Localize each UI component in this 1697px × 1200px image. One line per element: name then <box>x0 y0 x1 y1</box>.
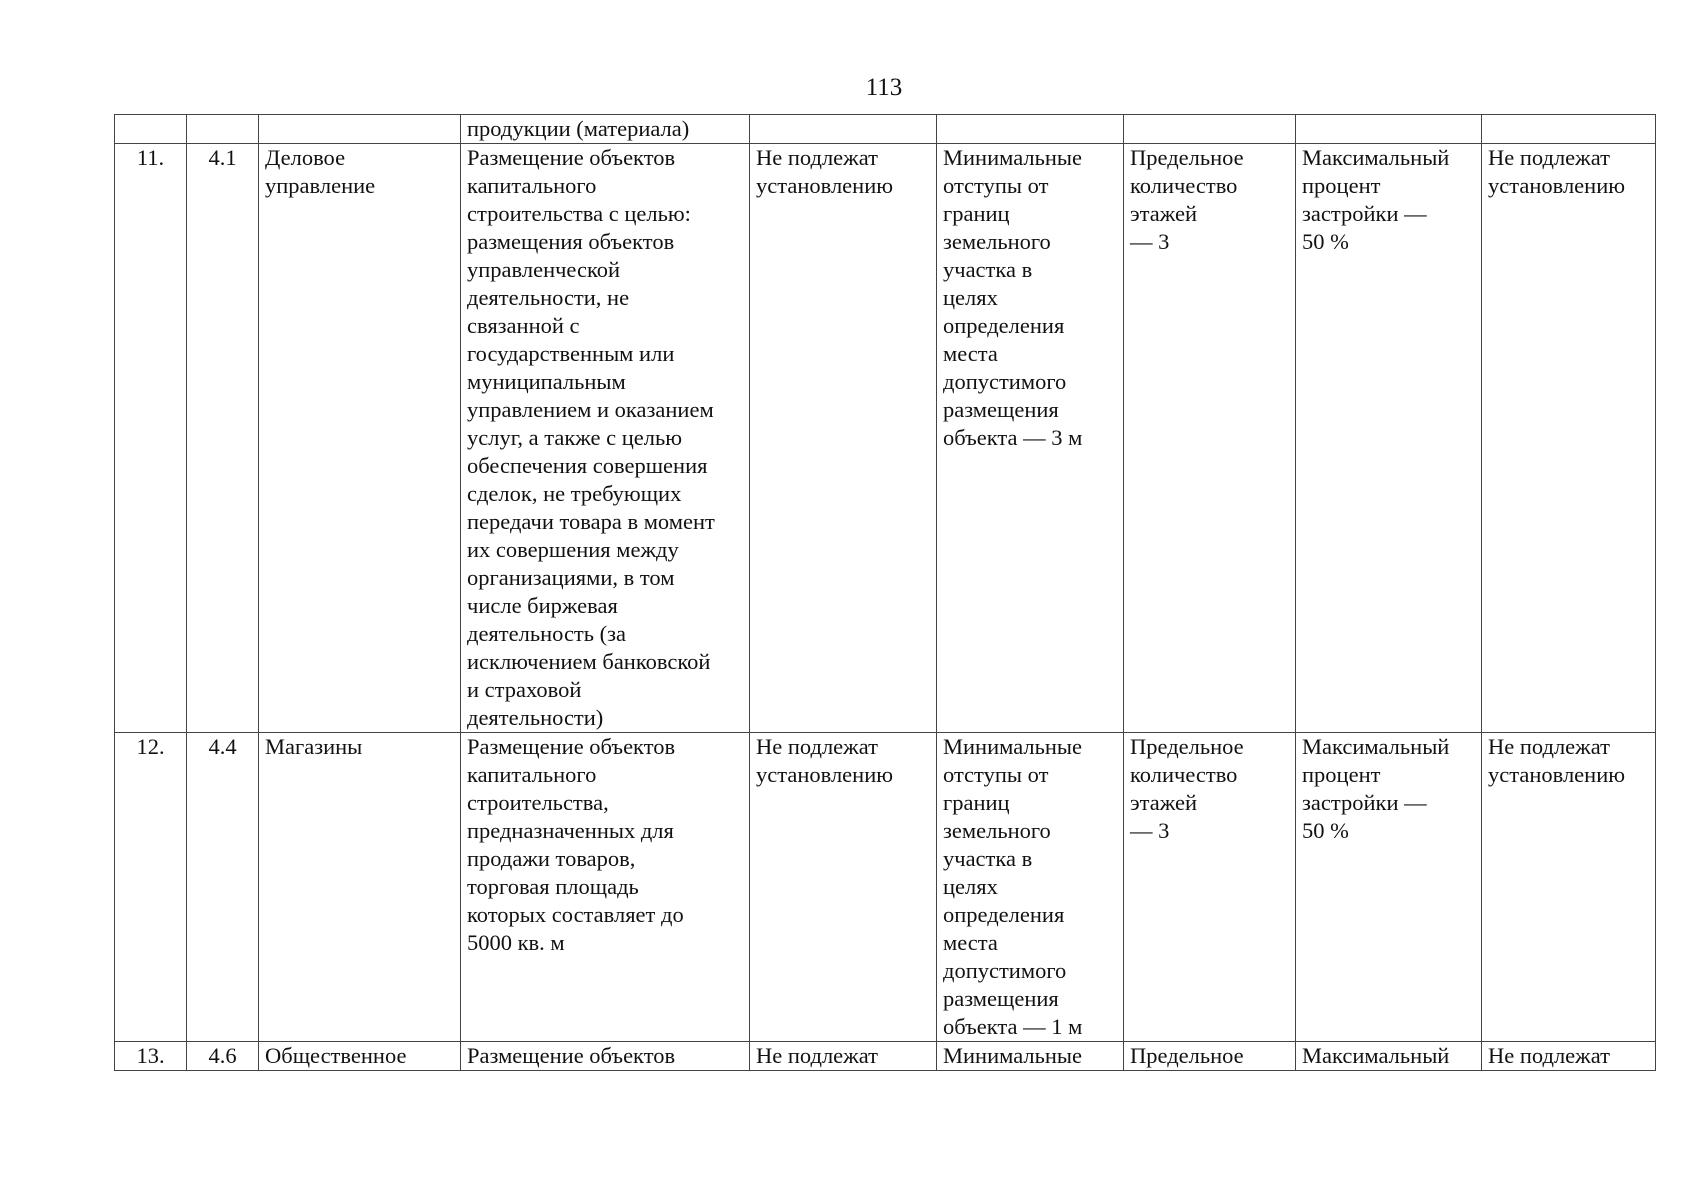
table-row <box>115 1042 1656 1071</box>
cell-column-8 <box>1296 115 1482 144</box>
cell-number <box>115 115 187 144</box>
cell-column-6 <box>937 115 1124 144</box>
cell-column-8: Максимальный процент застройки — 50 % <box>1296 733 1482 1042</box>
cell-number: 11. <box>115 144 187 733</box>
cell-column-7: Предельное количество этажей — 3 <box>1124 733 1296 1042</box>
cell-use-name: Магазины <box>259 733 461 1042</box>
cell-code: 4.6 <box>187 1042 259 1071</box>
cell-use-description: Размещение объектов <box>461 1042 750 1071</box>
table-row <box>115 144 1656 733</box>
cell-code <box>187 115 259 144</box>
cell-column-5: Не подлежат установлению <box>750 144 937 733</box>
cell-column-5: Не подлежат <box>750 1042 937 1071</box>
cell-column-9: Не подлежат <box>1482 1042 1656 1071</box>
cell-code: 4.4 <box>187 733 259 1042</box>
cell-column-5 <box>750 115 937 144</box>
cell-use-description: Размещение объектов капитального строительства, предназначенных для продажи товаров, торговая площадь которых составляет до 5000 кв. м <box>461 733 750 1042</box>
cell-column-6: Минимальные отступы от границ земельного участка в целях определения места допустимого размещения объекта — 1 м <box>937 733 1124 1042</box>
cell-use-description: продукции (материала) <box>461 115 750 144</box>
table-row-continuation <box>115 115 1656 144</box>
cell-code: 4.1 <box>187 144 259 733</box>
cell-column-9 <box>1482 115 1656 144</box>
land-use-regulations-table <box>114 114 1656 1071</box>
table-row <box>115 733 1656 1042</box>
cell-column-7: Предельное <box>1124 1042 1296 1071</box>
cell-column-7: Предельное количество этажей — 3 <box>1124 144 1296 733</box>
cell-column-7 <box>1124 115 1296 144</box>
cell-use-name: Деловое управление <box>259 144 461 733</box>
cell-column-9: Не подлежат установлению <box>1482 144 1656 733</box>
page-number: 113 <box>865 74 903 101</box>
cell-number: 12. <box>115 733 187 1042</box>
cell-column-5: Не подлежат установлению <box>750 733 937 1042</box>
cell-use-name: Общественное <box>259 1042 461 1071</box>
cell-use-description: Размещение объектов капитального строительства с целью: размещения объектов управленческой деятельности, не связанной с государственным или муниципальным управлением и оказанием услуг, а также с целью обеспечения совершения сделок, не требующих передачи товара в момент их совершения между организациями, в том числе биржевая деятельность (за исключением банковской и страховой деятельности) <box>461 144 750 733</box>
cell-column-6: Минимальные отступы от границ земельного участка в целях определения места допустимого размещения объекта — 3 м <box>937 144 1124 733</box>
cell-column-9: Не подлежат установлению <box>1482 733 1656 1042</box>
cell-number: 13. <box>115 1042 187 1071</box>
cell-column-8: Максимальный <box>1296 1042 1482 1071</box>
cell-column-8: Максимальный процент застройки — 50 % <box>1296 144 1482 733</box>
cell-column-6: Минимальные <box>937 1042 1124 1071</box>
cell-use-name <box>259 115 461 144</box>
